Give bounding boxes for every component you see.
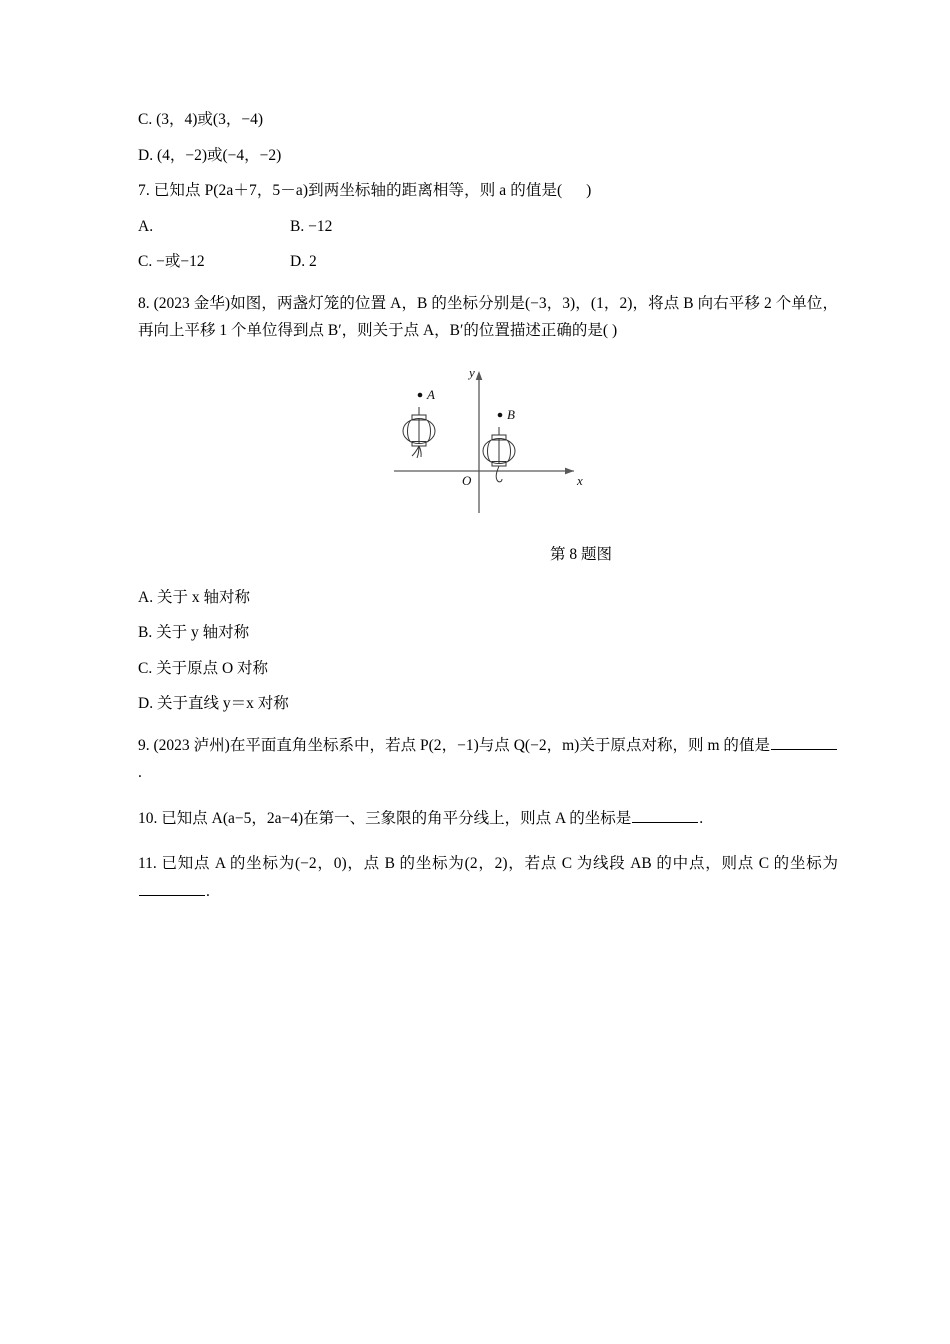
question-9 bbox=[138, 732, 838, 787]
q7-options-row-2 bbox=[138, 254, 838, 270]
origin-label: O bbox=[462, 472, 472, 488]
question-10-text: 10. 已知点 A(a−5，2a−4)在第一、三象限的角平分线上，则点 A 的坐标是 bbox=[138, 809, 632, 827]
question-7-stem: 7. 已知点 P(2a＋7，5－a)到两坐标轴的距离相等，则 a 的值是( ) bbox=[138, 182, 592, 199]
x-axis-label: x bbox=[577, 472, 583, 488]
point-a-marker bbox=[418, 387, 435, 402]
x-axis bbox=[394, 467, 574, 474]
q8-option-a: A. 关于 x 轴对称 bbox=[138, 588, 250, 606]
lantern-a-icon bbox=[403, 407, 435, 458]
worksheet-content bbox=[138, 112, 838, 924]
question-8-stem: 8. (2023 金华)如图，两盏灯笼的位置 A，B 的坐标分别是(−3，3)，(1，2)，将点 B 向右平移 2 个单位，再向上平移 1 个单位得到点 B′，则关于点 A，B′的位置描述正确的是( ) bbox=[138, 294, 838, 340]
q7-options-row-1 bbox=[138, 219, 838, 235]
q8-option-d: D. 关于直线 y＝x 对称 bbox=[138, 695, 289, 713]
q6-option-c: C. (3，4)或(3，−4) bbox=[138, 111, 263, 128]
lantern-b-icon bbox=[483, 427, 515, 482]
q8-option-b: B. 关于 y 轴对称 bbox=[138, 624, 250, 642]
question-8-figure-wrap bbox=[138, 363, 838, 538]
q7-option-b: B. −12 bbox=[290, 217, 333, 235]
question-11-period: . bbox=[206, 882, 210, 900]
question-9-answer-blank[interactable] bbox=[771, 734, 837, 750]
question-8-figure bbox=[386, 363, 596, 523]
question-11-text: 11. 已知点 A 的坐标为(−2，0)，点 B 的坐标为(2，2)，若点 C 为线段 AB 的中点，则点 C 的坐标为 bbox=[138, 855, 838, 873]
q8-option-c: C. 关于原点 O 对称 bbox=[138, 659, 269, 677]
q6-option-d: D. (4，−2)或(−4，−2) bbox=[138, 146, 282, 164]
y-axis bbox=[476, 371, 483, 513]
question-10 bbox=[138, 805, 838, 833]
point-a-label: A bbox=[427, 386, 435, 402]
point-b-label: B bbox=[507, 406, 515, 422]
question-8-figure-caption: 第 8 题图 bbox=[549, 545, 612, 563]
question-11 bbox=[138, 850, 838, 905]
y-axis-label: y bbox=[469, 364, 475, 380]
question-9-period: . bbox=[138, 764, 142, 782]
question-11-answer-blank[interactable] bbox=[139, 880, 205, 896]
coordinate-plane-svg bbox=[386, 363, 596, 523]
q7-option-a: A. bbox=[138, 217, 154, 235]
question-10-answer-blank[interactable] bbox=[632, 807, 698, 823]
question-9-text: 9. (2023 泸州)在平面直角坐标系中，若点 P(2，−1)与点 Q(−2，m)关于原点对称，则 m 的值是 bbox=[138, 736, 770, 754]
question-10-period: . bbox=[699, 809, 704, 827]
q7-option-d: D. 2 bbox=[290, 253, 317, 270]
q7-option-c: C. −或−12 bbox=[138, 253, 205, 270]
point-b-marker bbox=[498, 407, 515, 422]
